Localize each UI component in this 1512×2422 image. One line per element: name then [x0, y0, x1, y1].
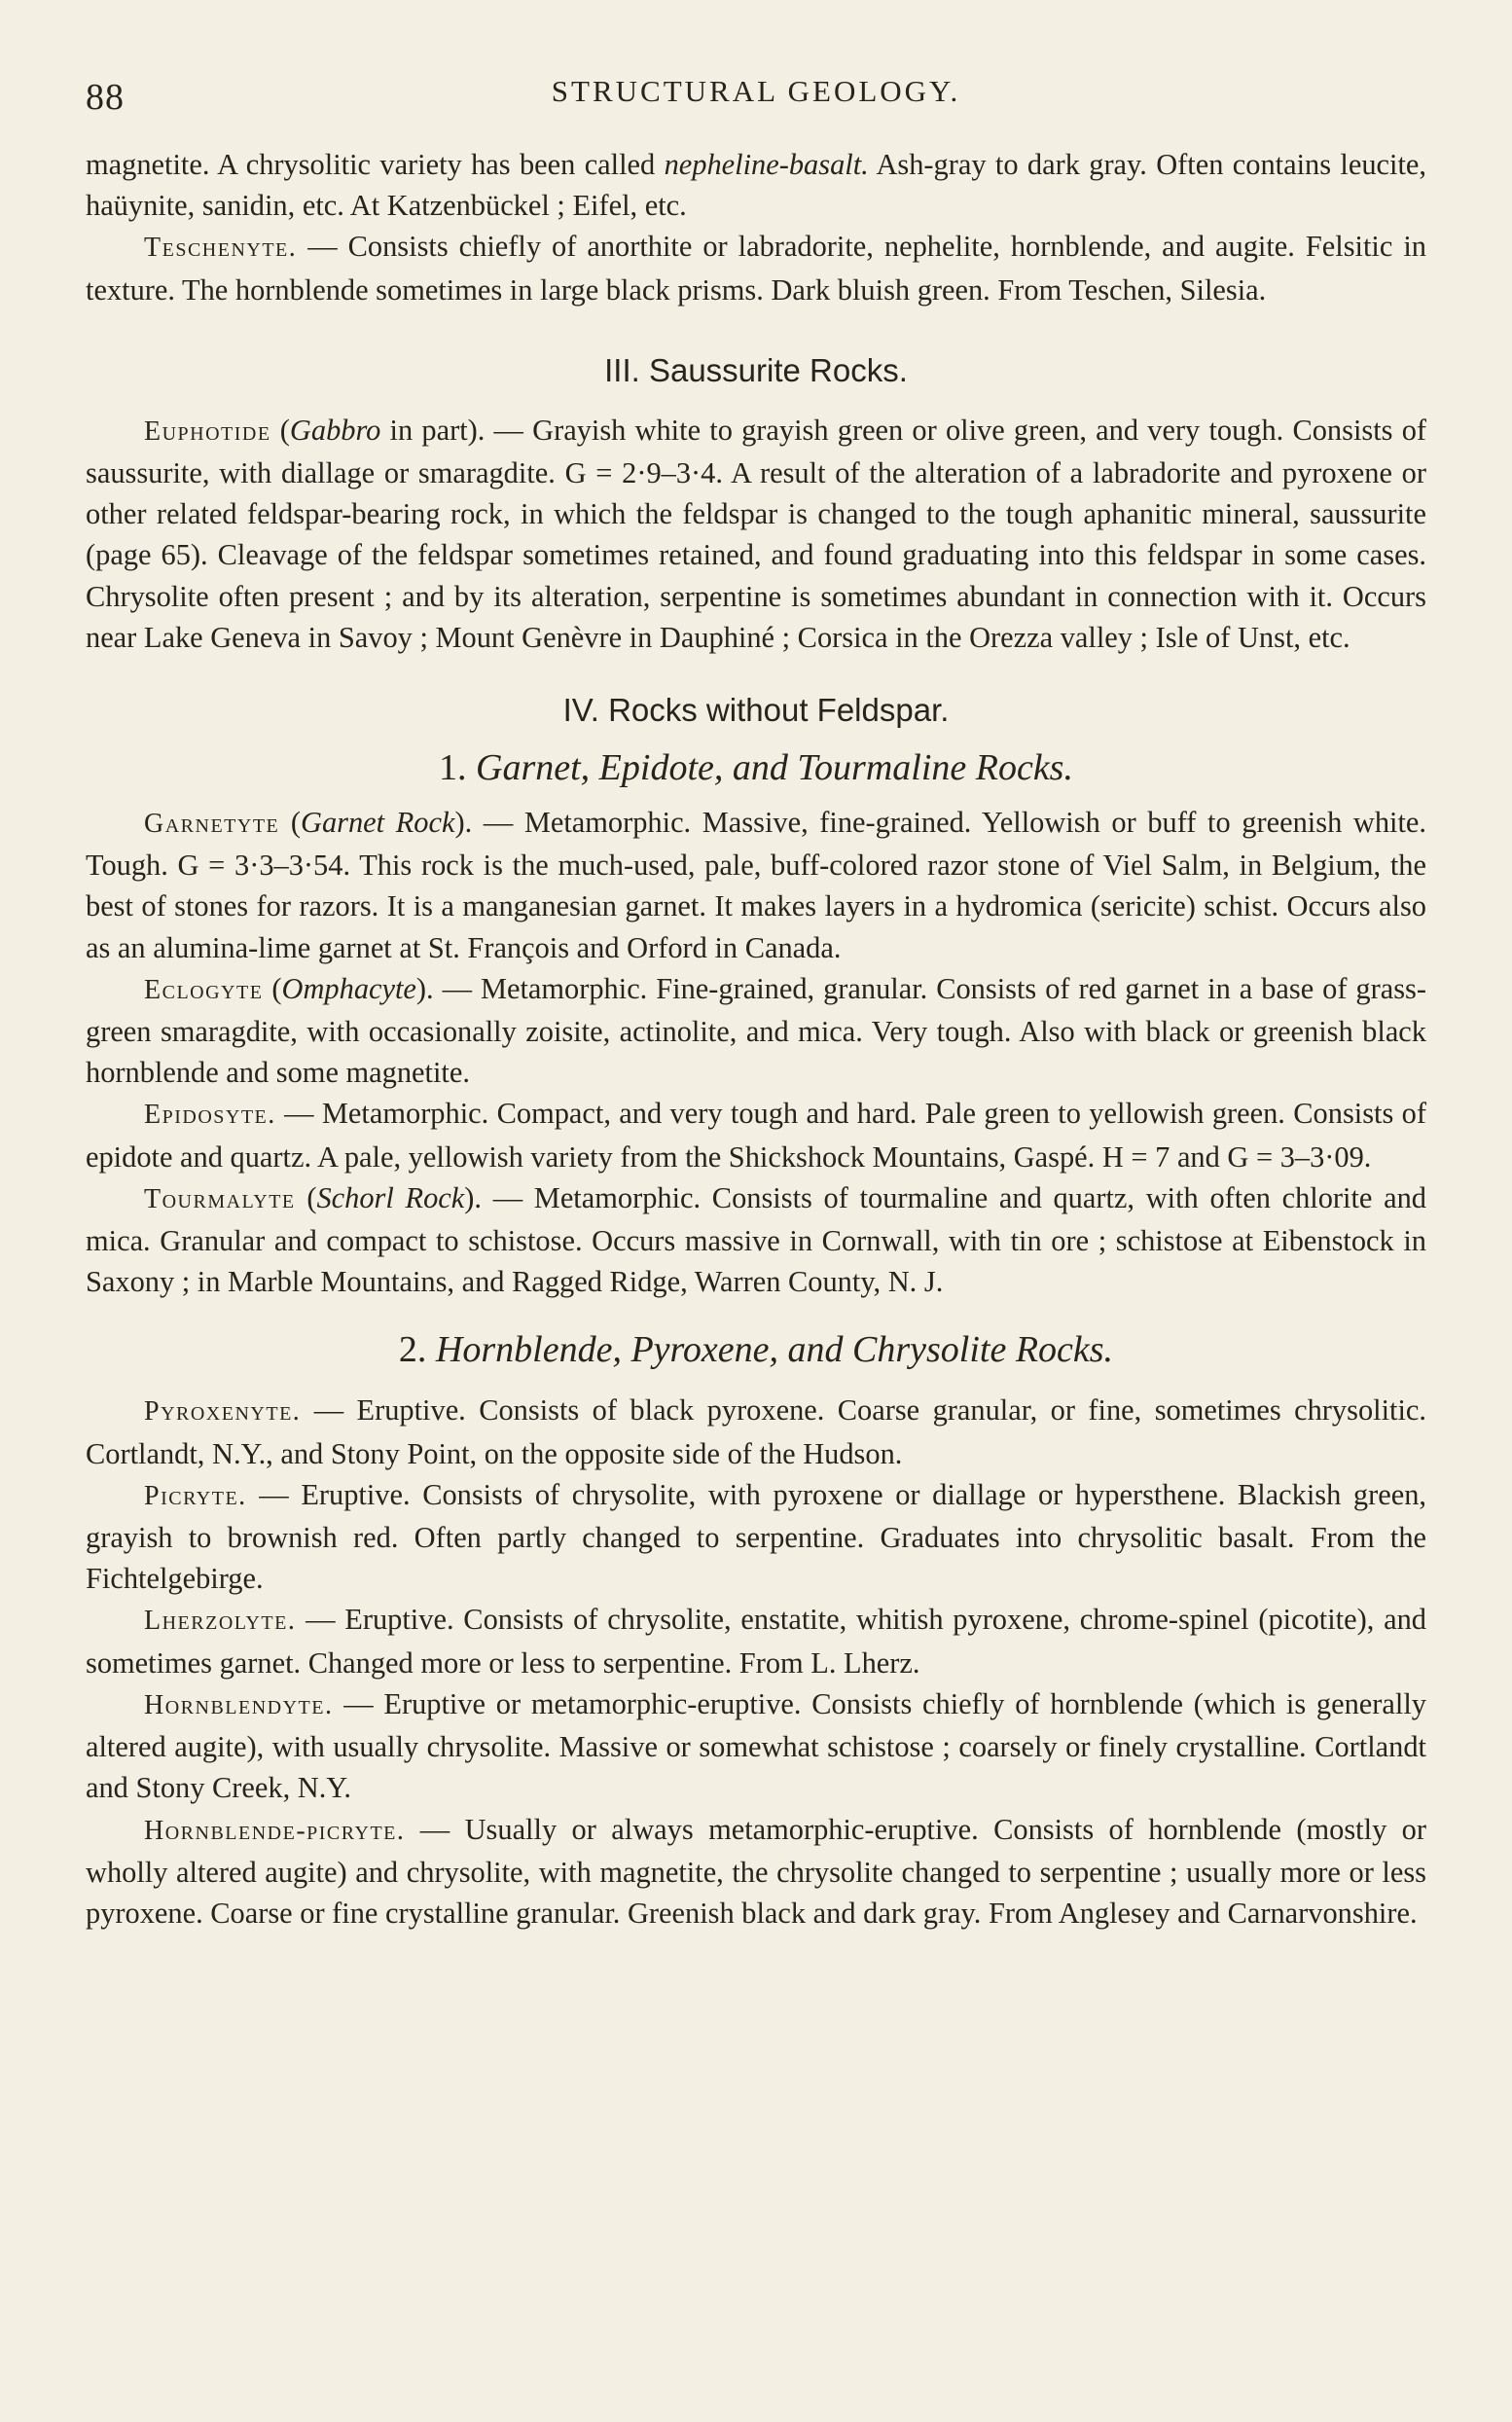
paragraph-continued: magnetite. A chrysolitic variety has been called nepheline-basalt. Ash-gray to dark gray. Often contains leucite, haüynite, sanidin, etc. At Katzenbückel ; Eifel, etc. [86, 148, 1426, 223]
rock-name: Garnetyte [144, 809, 280, 840]
section-heading-no-feldspar: IV. Rocks without Feldspar. [562, 692, 950, 729]
entry-pyroxenyte: Pyroxenyte. — Eruptive. Consists of black pyroxene. Coarse granular, or fine, sometimes chrysolitic. Cortlandt, N.Y., and Stony Point, on the opposite side of the Hudson. [86, 1393, 1426, 1470]
rock-name: Epidosyte. [144, 1100, 276, 1131]
section-heading-saussurite: III. Saussurite Rocks. [604, 351, 908, 388]
entry-picryte: Picryte. — Eruptive. Consists of chrysolite, with pyroxene or diallage or hypersthene. Blackish green, grayish to brownish red. Often partly changed to serpentine. Graduates into chrysolitic basalt. From the Fichtelgebirge. [86, 1477, 1426, 1596]
subsection-heading-hornblende: 2. Hornblende, Pyroxene, and Chrysolite Rocks. [398, 1329, 1114, 1371]
entry-lherzolyte: Lherzolyte. — Eruptive. Consists of chrysolite, enstatite, whitish pyroxene, chrome-spinel (picotite), and sometimes garnet. Changed more or less to serpentine. From L. Lherz. [86, 1603, 1426, 1680]
italic-term: nepheline-basalt. [664, 148, 869, 181]
rock-name: Pyroxenyte. [144, 1396, 302, 1428]
rock-name: Hornblendyte. [144, 1689, 334, 1720]
page-body [86, 144, 1426, 1934]
rock-name: Teschenyte. [144, 233, 298, 264]
rock-name: Euphotide [144, 416, 271, 447]
entry-hornblendyte: Hornblendyte. — Eruptive or metamorphic-eruptive. Consists chiefly of hornblende (which is generally altered augite), with usually chrysolite. Massive or somewhat schistose ; coarsely or finely crystalline. Cortlandt and Stony Creek, N.Y. [86, 1686, 1426, 1805]
entry-euphotide: Euphotide (Gabbro in part). — Grayish white to grayish green or olive green, and very tough. Consists of saussurite, with diallage or smaragdite. G = 2·9–3·4. A result of the alteration of a labradorite and pyroxene or other related feldspar-bearing rock, in which the feldspar is changed to the tough aphanitic mineral, saussurite (page 65). Cleavage of the feldspar sometimes retained, and found graduating into this feldspar in some cases. Chrysolite often present ; and by its alteration, serpentine is sometimes abundant in connection with it. Occurs near Lake Geneva in Savoy ; Mount Genèvre in Dauphiné ; Corsica in the Orezza valley ; Isle of Unst, etc. [86, 413, 1427, 654]
entry-epidosyte: Epidosyte. — Metamorphic. Compact, and very tough and hard. Pale green to yellowish green. Consists of epidote and quartz. A pale, yellowish variety from the Shickshock Mountains, Gaspé. H = 7 and G = 3–3·09. [86, 1097, 1426, 1174]
rock-name: Tourmalyte [144, 1183, 296, 1214]
entry-teschenyte: Teschenyte. — Consists chiefly of anorthite or labradorite, nephelite, hornblende, and augite. Felsitic in texture. The hornblende sometimes in large black prisms. Dark bluish green. From Teschen, Silesia. [86, 230, 1426, 307]
entry-tourmalyte: Tourmalyte (Schorl Rock). — Metamorphic. Consists of tourmaline and quartz, with often chlorite and mica. Granular and compact to schistose. Occurs massive in Cornwall, with tin ore ; schistose at Eibenstock in Saxony ; in Marble Mountains, and Ragged Ridge, Warren County, N. J. [86, 1180, 1426, 1299]
entry-eclogyte: Eclogyte (Omphacyte). — Metamorphic. Fine-grained, granular. Consists of red garnet in a base of grass-green smaragdite, with occasionally zoisite, actinolite, and mica. Very tough. Also with black or greenish black hornblende and some magnetite. [86, 971, 1427, 1090]
subsection-heading-garnet: 1. Garnet, Epidote, and Tourmaline Rocks. [439, 747, 1073, 789]
rock-name: Hornblende-picryte. [144, 1815, 406, 1846]
rock-name: Lherzolyte. [144, 1606, 297, 1637]
entry-garnetyte: Garnetyte (Garnet Rock). — Metamorphic. Massive, fine-grained. Yellowish or buff to greenish white. Tough. G = 3·3–3·54. This rock is the much-used, pale, buff-colored razor stone of Viel Salm, in Belgium, the best of stones for razors. It is a manganesian garnet. It makes layers in a hydromica (sericite) schist. Occurs also as an alumina-lime garnet at St. François and Orford in Canada. [86, 806, 1426, 964]
rock-name: Picryte. [144, 1480, 247, 1511]
rock-name: Eclogyte [144, 974, 264, 1005]
page-number: 88 [86, 77, 125, 118]
entry-hornblende-picryte: Hornblende-picryte. — Usually or always metamorphic-eruptive. Consists of hornblende (mostly or wholly altered augite) and chrysolite, with magnetite, the chrysolite changed to serpentine ; usually more or less pyroxene. Coarse or fine crystalline granular. Greenish black and dark gray. From Anglesey and Carnarvonshire. [86, 1812, 1426, 1930]
running-title: STRUCTURAL GEOLOGY. [551, 74, 961, 108]
